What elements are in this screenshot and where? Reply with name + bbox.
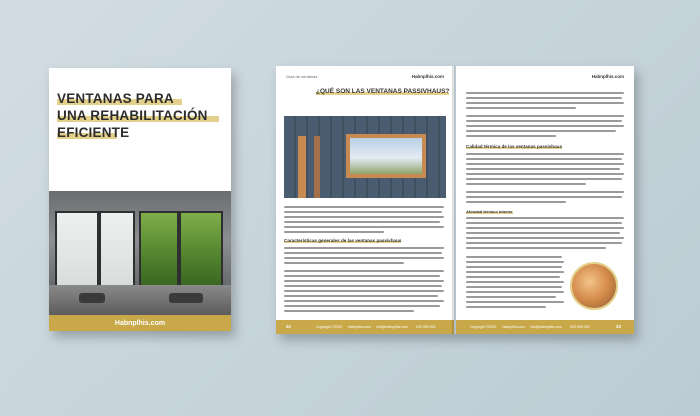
page-left [276, 66, 454, 334]
subheading: Afondad térmico interior [466, 209, 513, 214]
cover-logo: Habnplhis.com [114, 319, 166, 327]
text-line [466, 296, 556, 298]
text-line [466, 107, 576, 109]
cover-footer [49, 315, 231, 331]
text-line [284, 262, 404, 264]
furniture [169, 293, 203, 303]
text-line [284, 252, 442, 254]
text-line [466, 191, 624, 193]
text-line [284, 285, 442, 287]
text-line [284, 275, 440, 277]
text-line [466, 232, 620, 234]
footer-item: 000 000 000 [570, 325, 590, 329]
text-line [466, 178, 622, 180]
text-line [466, 256, 562, 258]
window-snow [55, 211, 99, 295]
furniture [79, 293, 105, 303]
text-line [284, 211, 442, 213]
text-line [466, 261, 564, 263]
cover-title-line: UNA REHABILITACIÓN [57, 107, 227, 124]
text-line [466, 135, 556, 137]
text-line [466, 173, 624, 175]
text-line [466, 196, 622, 198]
page-number: 22 [286, 324, 292, 329]
round-detail-photo [570, 262, 618, 310]
page-header-brand: Habnplhis.com [411, 74, 444, 79]
text-line [284, 216, 444, 218]
cover-photo-interior [49, 191, 231, 315]
text-line [284, 226, 444, 228]
footer-item: 000 000 000 [416, 325, 436, 329]
footer-item: info@habnplhis.com [376, 325, 408, 329]
footer-item: info@habnplhis.com [530, 325, 562, 329]
text-line [466, 242, 622, 244]
text-line [466, 222, 622, 224]
text-line [284, 247, 444, 249]
text-line [466, 306, 546, 308]
brochure-cover [49, 68, 231, 331]
footer-item: Habnplhis.com [502, 325, 526, 329]
text-line [466, 158, 622, 160]
text-line [466, 301, 564, 303]
text-line [466, 115, 624, 117]
page-footer [276, 320, 454, 334]
text-line [284, 280, 444, 282]
text-line [466, 153, 624, 155]
cover-title [57, 90, 227, 141]
window-forest [179, 211, 223, 295]
text-line [466, 92, 624, 94]
page-footer [456, 320, 634, 334]
floor [49, 285, 231, 315]
footer-item: Habnplhis.com [348, 325, 372, 329]
text-line [466, 217, 624, 219]
text-line [466, 276, 560, 278]
page-right [456, 66, 634, 334]
text-line [466, 227, 624, 229]
text-line [284, 270, 444, 272]
window-forest [139, 211, 179, 295]
brochure-spread [276, 66, 634, 334]
text-line [284, 290, 444, 292]
text-line [466, 247, 606, 249]
text-line [466, 271, 564, 273]
text-line [284, 310, 414, 312]
cover-title-line: EFICIENTE [57, 125, 130, 140]
text-line [466, 266, 562, 268]
subheading: Características generales de las ventanas passivhaus [284, 238, 402, 243]
text-line [284, 257, 444, 259]
text-line [466, 183, 586, 185]
text-line [466, 286, 562, 288]
text-line [466, 201, 566, 203]
subheading: Calidad térmica de las ventanas passivhaus [466, 144, 563, 149]
text-line [466, 163, 624, 165]
window-snow [99, 211, 135, 295]
text-line [466, 168, 620, 170]
facade-photo [284, 116, 446, 198]
text-line [284, 231, 384, 233]
cover-title-line: VENTANAS PARA [57, 90, 227, 107]
text-line [466, 130, 616, 132]
text-line [284, 300, 444, 302]
text-line [466, 281, 564, 283]
text-line [466, 97, 622, 99]
text-line [284, 221, 440, 223]
page-header: Guia de ventanas [286, 74, 318, 79]
text-line [466, 291, 564, 293]
footer-item: Copyright ©2022 [316, 325, 343, 329]
text-line [284, 295, 438, 297]
text-line [466, 120, 622, 122]
text-line [284, 305, 440, 307]
text-line [466, 102, 624, 104]
text-line [466, 125, 624, 127]
footer-item: Copyright ©2022 [470, 325, 497, 329]
text-line [466, 237, 624, 239]
page-number: 23 [616, 324, 622, 329]
text-line [284, 206, 444, 208]
page-header-brand: Habnplhis.com [591, 74, 624, 79]
section-title: ¿QUÉ SON LAS VENTANAS PASSIVHAUS? [316, 88, 450, 95]
